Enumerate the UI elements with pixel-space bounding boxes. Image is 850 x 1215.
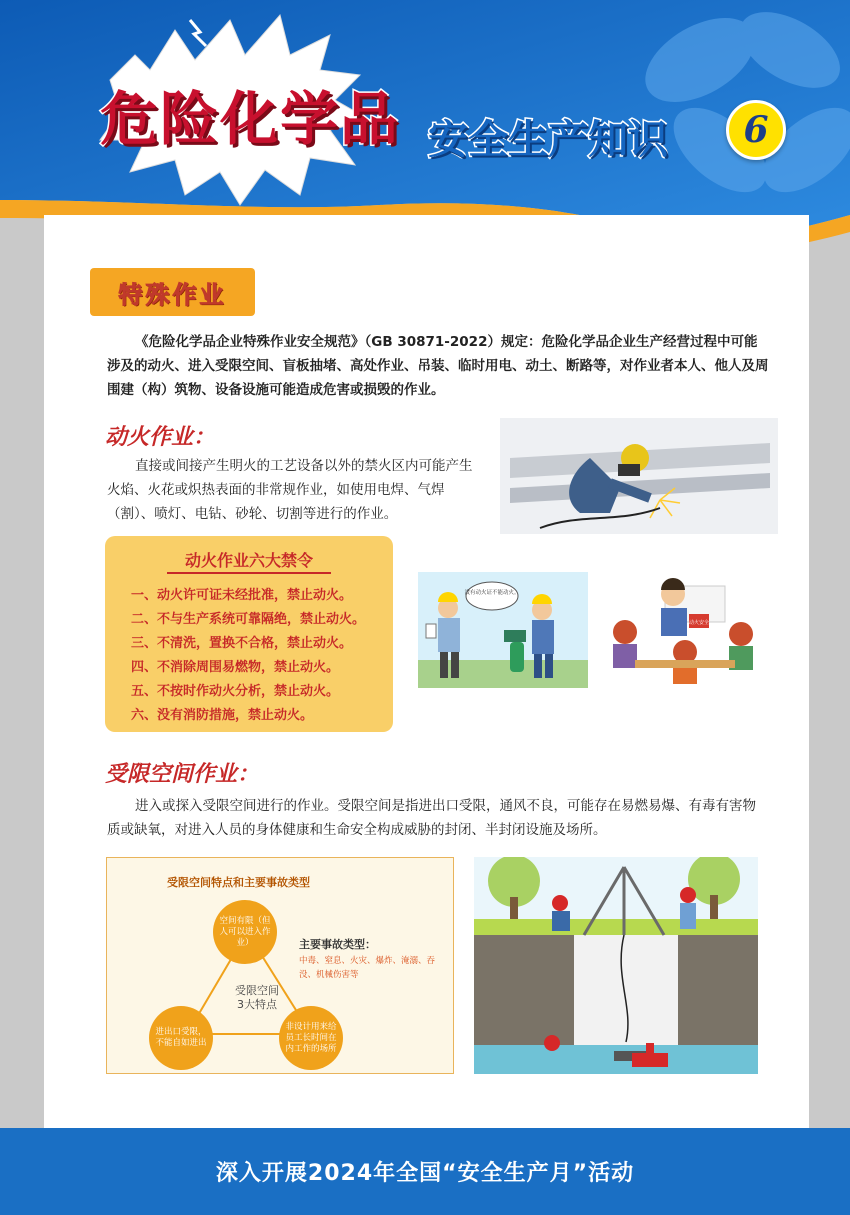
poster-title: 危险化学品 (100, 85, 401, 153)
permit-check-illustration (418, 572, 588, 688)
rule-item: 三、不清洗，置换不合格，禁止动火。 (131, 636, 353, 651)
feature-circle-right: 非设计用来给员工长时间在内工作的场所 (279, 1006, 343, 1070)
confined-space-paragraph (107, 794, 769, 842)
rules-title-underline (167, 572, 331, 574)
training-illustration (605, 578, 763, 686)
section-tag-label: 特殊作业 (118, 280, 227, 309)
issue-number-badge: 6 (726, 100, 786, 160)
intro-paragraph (107, 330, 769, 402)
rule-item: 二、不与生产系统可靠隔绝，禁止动火。 (131, 612, 366, 627)
accident-types-title: 主要事故类型： (299, 938, 376, 951)
rules-list (131, 584, 365, 728)
header-banner (0, 0, 850, 250)
poster-subtitle: 安全生产知识 (428, 117, 668, 163)
hot-work-heading: 动火作业： (105, 425, 216, 450)
hot-work-rules-box (105, 536, 393, 732)
confined-space-heading: 受限空间作业： (105, 762, 260, 787)
welder-illustration (500, 418, 778, 534)
section-tag (90, 268, 255, 316)
speech-bubble-text: 没有动火证不能动火。 (464, 590, 520, 596)
feature-circle-top: 空间有限（但人可以进入作业） (213, 900, 277, 964)
rule-item: 六、没有消防措施，禁止动火。 (131, 708, 314, 723)
intro-text: 《危险化学品企业特殊作业安全规范》（GB 30871-2022）规定：危险化学品企业生产经营过程中可能涉及的动火、进入受限空间、盲板抽堵、高处作业、吊装、临时用电、动土、断路等，对作业者本人、他人及周围建（构）筑物、设备设施可能造成危害或损毁的作业。 (107, 334, 769, 398)
rule-item: 五、不按时作动火分析，禁止动火。 (131, 684, 340, 699)
book-label: 动火安全 (688, 620, 710, 626)
center-label-line2: 3大特点 (237, 998, 277, 1011)
confined-space-text: 进入或探入受限空间进行的作业。受限空间是指进出口受限，通风不良，可能存在易燃易爆、有毒有害物质或缺氧，对进入人员的身体健康和生命安全构成威胁的封闭、半封闭设施及场所。 (107, 798, 756, 838)
rules-title: 动火作业六大禁令 (184, 551, 313, 570)
diagram-center-label (215, 984, 299, 1012)
footer-banner (0, 1128, 850, 1215)
accident-types-text: 中毒、窒息、火灾、爆炸、淹溺、吞没、机械伤害等 (299, 956, 436, 980)
diagram-title: 受限空间特点和主要事故类型 (167, 876, 310, 889)
rule-item: 一、动火许可证未经批准，禁止动火。 (131, 588, 353, 603)
confined-space-scene-illustration (474, 857, 758, 1074)
feature-circle-left: 进出口受限，不能自如进出 (149, 1006, 213, 1070)
center-label-line1: 受限空间 (235, 984, 279, 997)
rule-item: 四、不消除周围易燃物，禁止动火。 (131, 660, 340, 675)
footer-text: 深入开展2024年全国“安全生产月”活动 (215, 1161, 635, 1186)
hot-work-paragraph (107, 454, 477, 526)
hot-work-text: 直接或间接产生明火的工艺设备以外的禁火区内可能产生火焰、火花或炽热表面的非常规作业，如使用电焊、气焊（割）、喷灯、电钻、砂轮、切割等进行的作业。 (107, 458, 473, 522)
confined-space-diagram (106, 857, 454, 1074)
